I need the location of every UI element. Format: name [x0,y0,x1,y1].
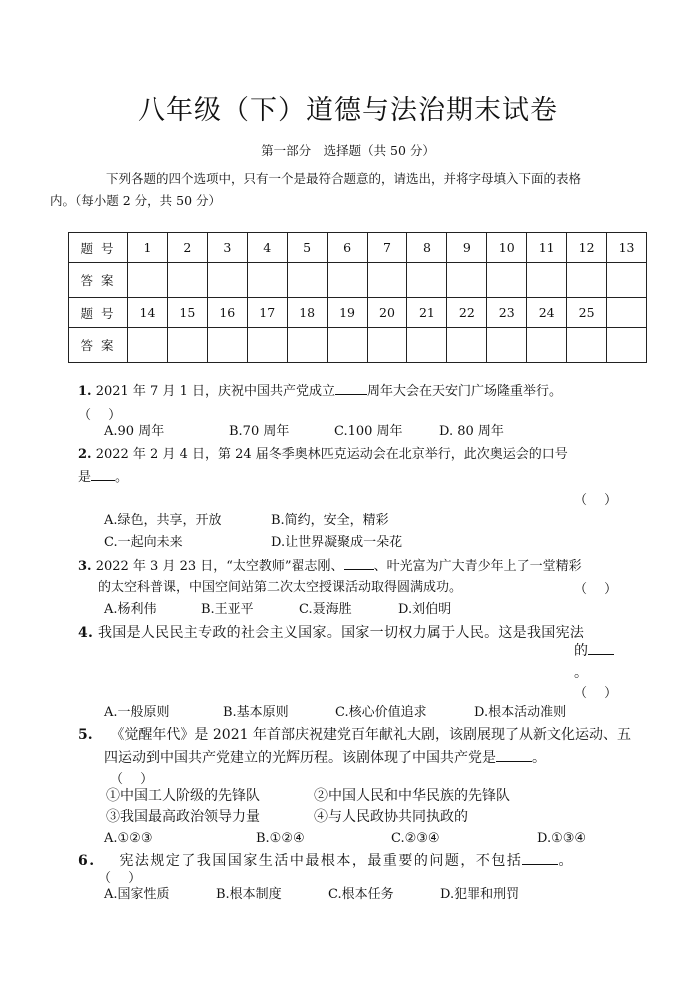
row-label-question: 题号 [69,298,128,328]
question-2 [78,444,644,466]
question-text: 周年大会在天安门广场隆重举行。 [367,384,563,399]
option-d: D.犯罪和刑罚 [440,887,520,902]
answer-cell[interactable] [487,263,527,298]
answer-cell[interactable] [287,328,327,363]
table-row-question-numbers-2 [69,298,647,328]
question-number: 6. [78,853,96,869]
option-b: B.王亚平 [201,602,254,617]
question-text: 宪法规定了我国国家生活中最根本，最重要的问题，不包括 [119,853,523,869]
empty-cell [607,298,647,328]
question-number-cell: 12 [567,233,607,263]
option-d: D.①③④ [537,831,587,846]
question-text: 《觉醒年代》是 2021 年首部庆祝建党百年献礼大剧，该剧展现了从新文化运动、五 [110,727,631,743]
question-number-cell: 20 [367,298,407,328]
answer-cell[interactable] [128,328,168,363]
answer-cell[interactable] [527,263,567,298]
option-a: A.杨利伟 [104,602,157,617]
answer-cell[interactable] [367,263,407,298]
question-3 [78,555,644,578]
question-text: 。 [558,853,574,869]
question-4-line-2 [574,640,634,662]
answer-cell[interactable] [407,263,447,298]
question-1 [78,380,644,403]
question-number-cell: 2 [167,233,207,263]
answer-paren: （ ） [574,582,618,597]
question-text: 。 [115,470,129,485]
exam-title: 八年级（下）道德与法治期末试卷 [138,95,558,126]
answer-cell[interactable] [247,263,287,298]
answer-blank [496,747,532,762]
statement-4: ④与人民政协共同执政的 [314,809,468,825]
question-5 [78,724,644,746]
question-number: 3. [78,559,92,574]
question-text: 的太空科普课，中国空间站第二次太空授课活动取得圆满成功。 [98,580,463,595]
table-row-question-numbers-1 [69,233,647,263]
option-c: C.100 周年 [334,424,403,439]
option-a: A.国家性质 [104,887,170,902]
answer-cell[interactable] [447,328,487,363]
option-d: D. 80 周年 [439,424,504,439]
row-label-answer: 答案 [69,328,128,363]
question-number-cell: 4 [247,233,287,263]
option-b: B.简约，安全，精彩 [271,513,389,528]
question-text: 。 [532,750,546,766]
empty-cell [607,328,647,363]
answer-blank [335,380,367,395]
question-number-cell: 24 [527,298,567,328]
option-c: C.聂海胜 [299,602,352,617]
answer-paren: （ ） [98,871,142,886]
answer-cell[interactable] [447,263,487,298]
question-number-cell: 23 [487,298,527,328]
instructions [50,168,638,212]
answer-cell[interactable] [207,328,247,363]
question-text: 的 [574,643,588,659]
question-number: 2. [78,447,92,462]
question-number-cell: 15 [167,298,207,328]
answer-cell[interactable] [167,263,207,298]
row-label-answer: 答案 [69,263,128,298]
answer-paren: （ ） [110,772,154,787]
question-4-line-3 [574,662,604,684]
answer-cell[interactable] [327,263,367,298]
answer-blank [522,850,558,865]
question-number-cell: 10 [487,233,527,263]
question-text: 、叶光富为广大青少年上了一堂精彩 [373,559,582,574]
question-number-cell: 6 [327,233,367,263]
answer-cell[interactable] [407,328,447,363]
answer-paren: （ ） [574,686,618,701]
answer-cell[interactable] [607,263,647,298]
question-4 [78,622,644,644]
question-number-cell: 9 [447,233,487,263]
question-number-cell: 22 [447,298,487,328]
question-number: 5. [78,727,93,743]
answer-cell[interactable] [487,328,527,363]
question-number-cell: 25 [567,298,607,328]
answer-cell[interactable] [327,328,367,363]
option-a: A.90 周年 [104,424,165,439]
answer-paren: （ ） [574,493,618,508]
question-text: 2022 年 3 月 23 日，“太空教师”翟志刚、 [91,559,344,574]
answer-cell[interactable] [167,328,207,363]
question-text: 。 [574,665,588,681]
table-row-answers-2 [69,328,647,363]
question-number-cell: 13 [607,233,647,263]
option-d: D.刘伯明 [398,602,452,617]
question-number-cell: 5 [287,233,327,263]
answer-cell[interactable] [247,328,287,363]
question-number-cell: 8 [407,233,447,263]
row-label-question: 题号 [69,233,128,263]
statement-2: ②中国人民和中华民族的先锋队 [314,788,510,804]
question-number-cell: 17 [247,298,287,328]
statement-3: ③我国最高政治领导力量 [106,809,260,825]
answer-cell[interactable] [527,328,567,363]
answer-cell[interactable] [367,328,407,363]
option-b: B.①②④ [256,831,305,846]
question-number-cell: 7 [367,233,407,263]
answer-blank [344,555,374,570]
question-number-cell: 14 [128,298,168,328]
option-c: C.一起向未来 [104,535,183,550]
answer-cell[interactable] [287,263,327,298]
question-number: 4. [78,625,94,641]
question-number-cell: 3 [207,233,247,263]
option-b: B.70 周年 [229,424,290,439]
question-number-cell: 11 [527,233,567,263]
question-text: 2021 年 7 月 1 日，庆祝中国共产党成立 [91,384,335,399]
answer-paren: （ ） [78,408,122,423]
question-text: 四运动到中国共产党建立的光辉历程。该剧体现了中国共产党是 [104,750,496,766]
table-row-answers-1 [69,263,647,298]
question-number: 1. [78,384,92,399]
option-c: C.核心价值追求 [335,705,427,720]
question-2-line-2 [78,466,644,489]
answer-blank [588,640,614,655]
option-c: C.②③④ [391,831,440,846]
section-subtitle: 第一部分 选择题（共 50 分） [261,143,435,158]
answer-cell[interactable] [128,263,168,298]
question-text: 我国是人民民主专政的社会主义国家。国家一切权力属于人民。这是我国宪法 [97,625,585,641]
question-text: 2022 年 2 月 4 日，第 24 届冬季奥林匹克运动会在北京举行，此次奥运会的口号 [91,447,568,462]
question-text: 是 [78,470,92,485]
option-b: B.基本原则 [223,705,289,720]
question-number-cell: 1 [128,233,168,263]
answer-cell[interactable] [567,263,607,298]
option-c: C.根本任务 [328,887,394,902]
question-number-cell: 19 [327,298,367,328]
option-d: D.让世界凝聚成一朵花 [271,535,403,550]
question-number-cell: 18 [287,298,327,328]
question-number-cell: 16 [207,298,247,328]
answer-cell[interactable] [567,328,607,363]
question-5-line-2 [104,747,644,769]
instruction-line-1: 下列各题的四个选项中，只有一个是最符合题意的，请选出，并将字母填入下面的表格 [106,171,582,186]
option-b: B.根本制度 [216,887,282,902]
instruction-line-2: 内。（每小题 2 分，共 50 分） [50,193,222,208]
answer-blank [91,466,115,481]
option-d: D.根本活动准则 [474,705,567,720]
answer-cell[interactable] [207,263,247,298]
question-number-cell: 21 [407,298,447,328]
question-6 [78,850,644,872]
option-a: A.绿色，共享，开放 [104,513,222,528]
answer-table [68,232,647,363]
statement-1: ①中国工人阶级的先锋队 [106,788,260,804]
question-3-line-2 [98,577,538,599]
option-a: A.①②③ [104,831,153,846]
option-a: A.一般原则 [104,705,170,720]
